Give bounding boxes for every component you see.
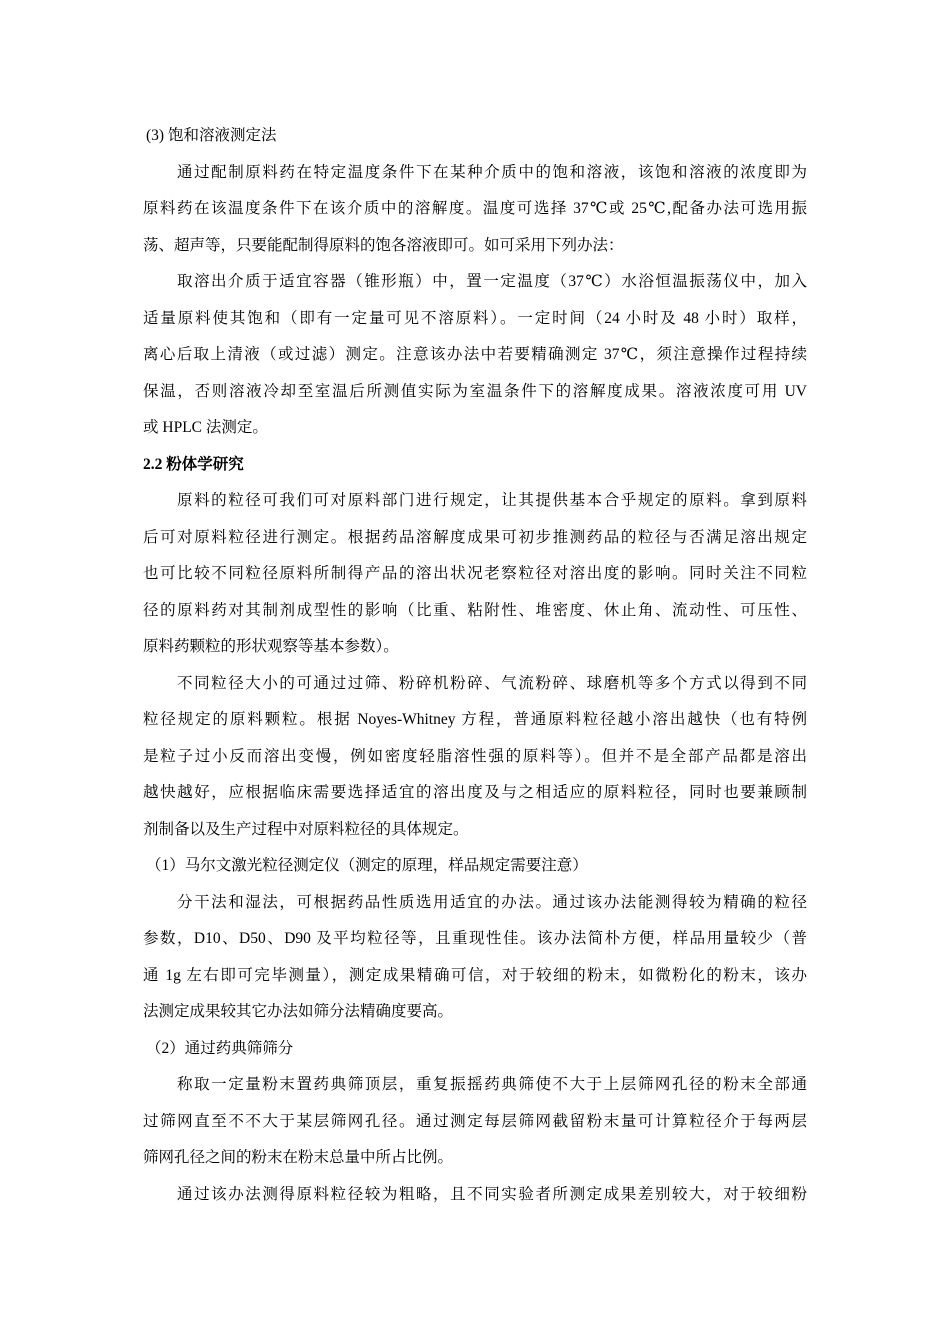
paragraph-line: 筛网孔径之间的粉末在粉末总量中所占比例。 (143, 1149, 454, 1166)
paragraph (143, 483, 807, 666)
paragraph-line: 离心后取上清液（或过滤）测定。注意该办法中若要精确测定 37℃，须注意操作过程持续 (143, 346, 807, 363)
paragraph-line: 径的原料药对其制剂成型性的影响（比重、粘附性、堆密度、休止角、流动性、可压性、 (143, 601, 807, 619)
paragraph-line: 分干法和湿法，可根据药品性质选用适宜的办法。通过该办法能测得较为精确的粒径 (177, 893, 807, 911)
paragraph-line: 后可对原料粒径进行测定。根据药品溶解度成果可初步推测药品的粒径与否满足溶出规定 (143, 528, 807, 546)
paragraph-line: 参数，D10、D50、D90 及平均粒径等，且重现性佳。该办法简朴方便，样品用量较少（普 (143, 930, 807, 947)
document-body (143, 118, 807, 1213)
paragraph (143, 155, 807, 265)
paragraph-line: 原料药在该温度条件下在该介质中的溶解度。温度可选择 37℃或 25℃,配备办法可选用振 (143, 200, 807, 217)
paragraph (143, 885, 807, 1031)
paragraph-line: 通过该办法测得原料粒径较为粗略，且不同实验者所测定成果差别较大，对于较细粉 (177, 1185, 807, 1203)
paragraph-line: 通 1g 左右即可完毕测量），测定成果精确可信，对于较细的粉末，如微粉化的粉末，该办 (143, 966, 807, 984)
paragraph (143, 1067, 807, 1177)
paragraph-line: 保温，否则溶液冷却至室温后所测值实际为室温条件下的溶解度成果。溶液浓度可用 UV (143, 382, 807, 400)
paragraph-line: 法测定成果较其它办法如筛分法精确度要高。 (143, 1003, 454, 1020)
paragraph-line: 称取一定量粉末置药典筛顶层，重复振摇药典筛使不大于上层筛网孔径的粉末全部通 (177, 1076, 807, 1093)
paragraph-line: 剂制备以及生产过程中对原料粒径的具体规定。 (143, 820, 469, 838)
paragraph (143, 666, 807, 849)
subsection-heading: (3) 饱和溶液测定法 (146, 127, 277, 144)
paragraph-line: 原料的粒径可我们可对原料部门进行规定，让其提供基本合乎规定的原料。拿到原料 (177, 492, 807, 509)
paragraph-line: 不同粒径大小的可通过过筛、粉碎机粉碎、气流粉碎、球磨机等多个方式以得到不同 (177, 674, 807, 692)
paragraph-line: 粒径规定的原料颗粒。根据 Noyes-Whitney 方程，普通原料粒径越小溶出越快（也有特例 (143, 711, 807, 728)
paragraph-line: 通过配制原料药在特定温度条件下在某种介质中的饱和溶液，该饱和溶液的浓度即为 (177, 163, 807, 181)
paragraph-line: 荡、超声等，只要能配制得原料的饱各溶液即可。如可采用下列办法： (143, 236, 624, 254)
paragraph-line: 原料药颗粒的形状观察等基本参数）。 (143, 638, 399, 655)
paragraph (143, 1177, 807, 1214)
paragraph-line: 过筛网直至不不大于某层筛网孔径。通过测定每层筛网截留粉末量可计算粒径介于每两层 (143, 1112, 807, 1130)
paragraph-line: 或 HPLC 法测定。 (143, 419, 268, 436)
paragraph-line: 也可比较不同粒径原料所制得产品的溶出状况老察粒径对溶出度的影响。同时关注不同粒 (143, 565, 807, 582)
paragraph-line: 适量原料使其饱和（即有一定量可见不溶原料）。一定时间（24 小时及 48 小时）取样， (143, 309, 807, 327)
paragraph-line: 是粒子过小反而溶出变慢，例如密度轻脂溶性强的原料等）。但并不是全部产品都是溶出 (143, 747, 807, 765)
paragraph (143, 264, 807, 447)
subsection-heading: （2）通过药典筛筛分 (146, 1039, 294, 1057)
paragraph-line: 取溶出介质于适宜容器（锥形瓶）中，置一定温度（37℃）水浴恒温振荡仪中，加入 (177, 273, 807, 290)
subsection-heading: （1）马尔文激光粒径测定仪（测定的原理，样品规定需要注意） (146, 857, 588, 874)
paragraph-line: 越快越好，应根据临床需要选择适宜的溶出度及与之相适应的原料粒径，同时也要兼顾制 (143, 784, 807, 801)
section-heading: 2.2 粉体学研究 (143, 455, 244, 473)
